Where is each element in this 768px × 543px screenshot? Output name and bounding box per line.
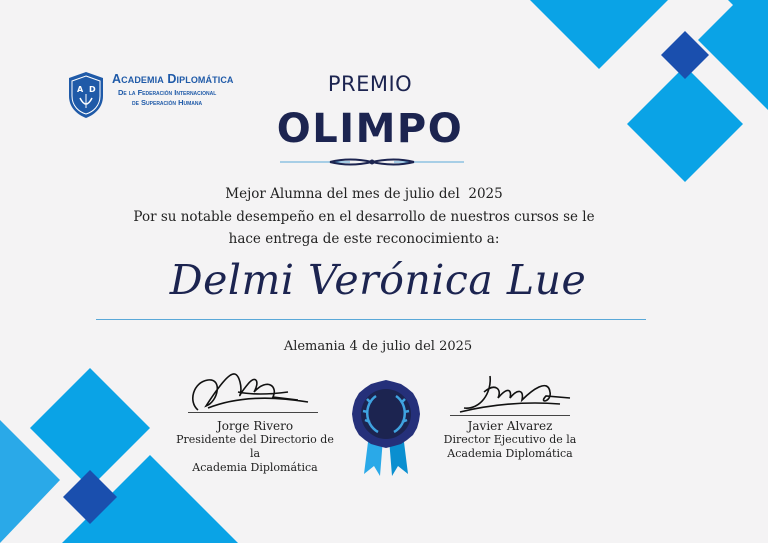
body-line-3: hace entrega de este reconocimiento a:	[228, 231, 500, 247]
signature-block-2	[430, 419, 590, 461]
title-ornament-divider	[280, 155, 464, 169]
signature-line-2	[450, 415, 570, 416]
signature-scribble-1	[178, 362, 318, 424]
deco-diamond-large	[530, 0, 668, 69]
logo-subtitle-2: de Superación Humana	[132, 98, 203, 107]
award-medal-icon	[350, 378, 422, 478]
signature-block-1	[170, 419, 340, 475]
signer-name-1: Jorge Rivero	[216, 419, 294, 433]
recipient-underline	[96, 319, 646, 320]
body-line-2: Por su notable desempeño en el desarrollo de nuestros cursos se le	[133, 208, 595, 225]
award-name: OLIMPO	[276, 106, 464, 152]
signer-title-2a: Director Ejecutivo de la	[443, 433, 577, 446]
signature-scribble-2	[450, 368, 580, 420]
award-label: PREMIO	[327, 72, 413, 96]
logo-subtitle-1: De la Federación Internacional	[118, 88, 217, 97]
recipient-name: Delmi Verónica Lue	[169, 256, 587, 304]
signer-title-2b: Academia Diplomática	[447, 447, 573, 460]
svg-text:D: D	[89, 85, 96, 94]
top-right-decoration	[520, 0, 768, 200]
body-line-1: Mejor Alumna del mes de julio del 2025	[225, 186, 503, 202]
signature-line-1	[188, 412, 318, 413]
signer-title-1b: Academia Diplomática	[192, 461, 318, 474]
certificate-body	[0, 183, 728, 251]
signer-name-2: Javier Alvarez	[467, 419, 553, 433]
svg-text:A: A	[77, 85, 84, 94]
place-date: Alemania 4 de julio del 2025	[283, 339, 473, 354]
logo-name: Academia Diplomática	[112, 72, 234, 86]
signer-title-1a: Presidente del Directorio de la	[176, 433, 334, 460]
